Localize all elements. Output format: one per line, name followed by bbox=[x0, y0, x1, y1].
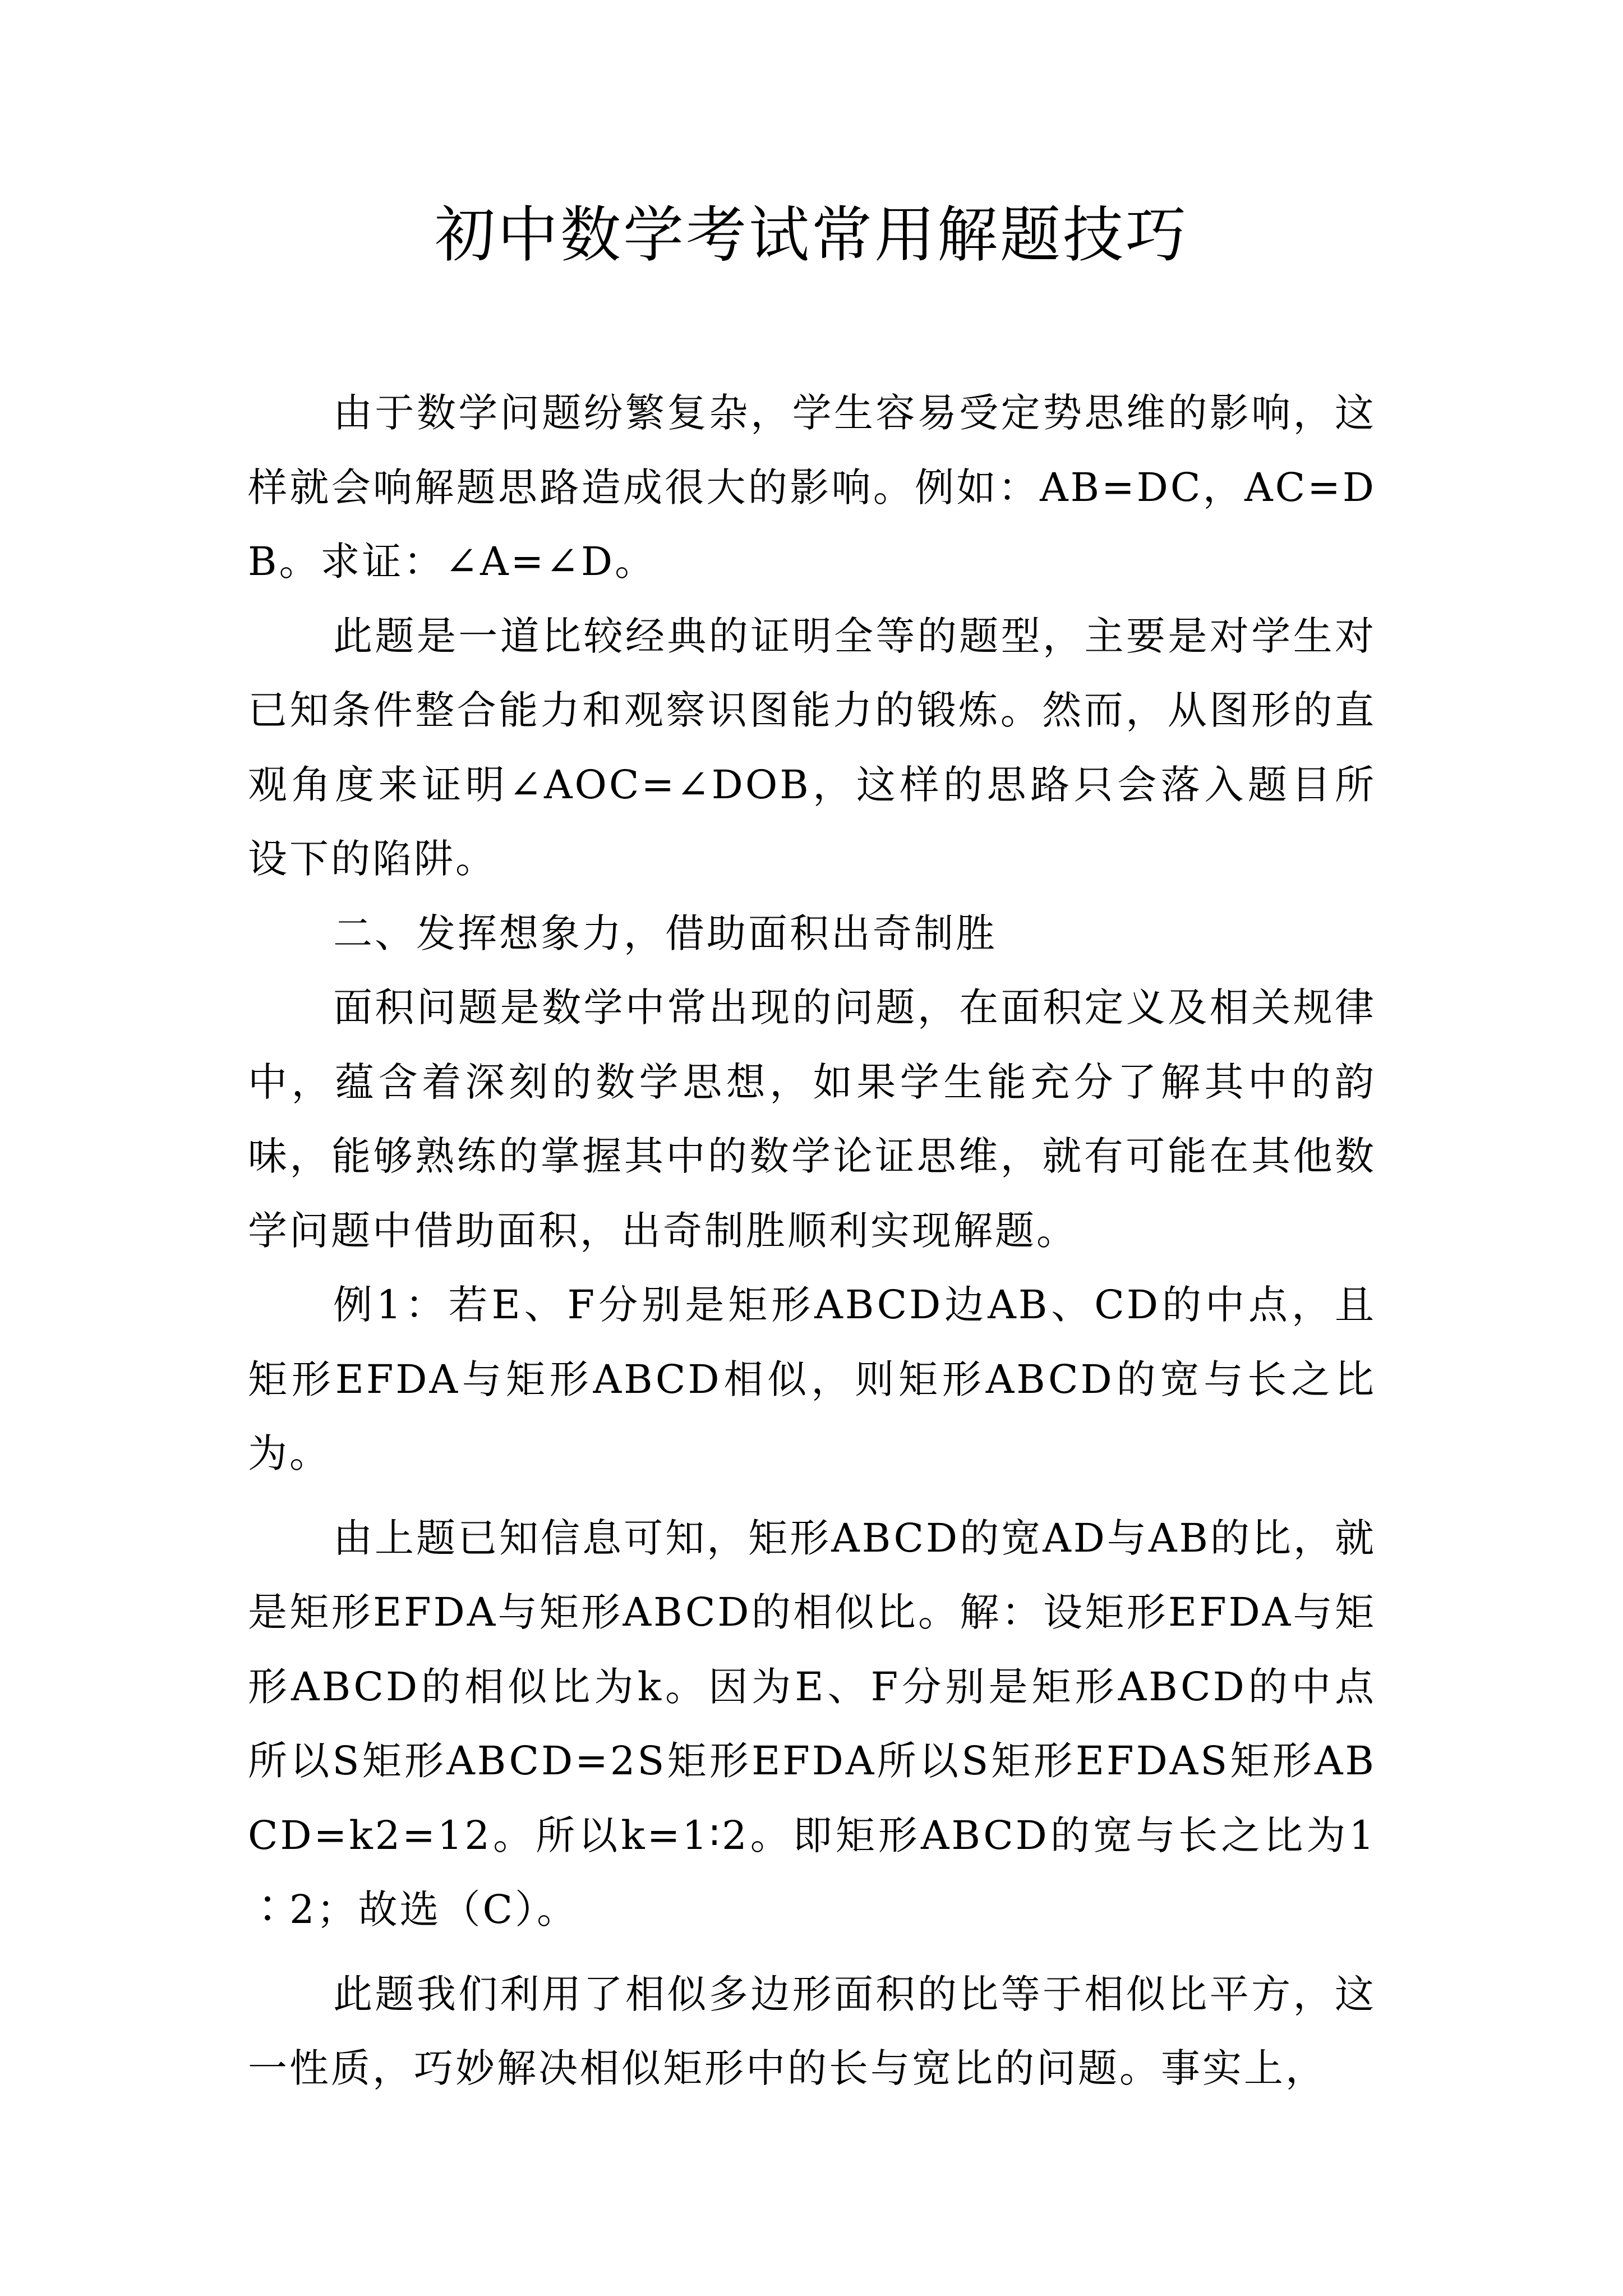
document-title: 初中数学考试常用解题技巧 bbox=[434, 200, 1188, 270]
section-heading-2: 二、发挥想象力，借助面积出奇制胜 bbox=[333, 910, 997, 956]
paragraph-intro: 由于数学问题纷繁复杂，学生容易受定势思维的影响，这样就会响解题思路造成很大的影响。例如：AB=DC，AC=DB。求证：∠A=∠D。 bbox=[248, 390, 1376, 585]
paragraph-example-1: 例1：若E、F分别是矩形ABCD边AB、CD的中点，且矩形EFDA与矩形ABCD相似，则矩形ABCD的宽与长之比为。 bbox=[248, 1282, 1376, 1476]
paragraph-area-method: 面积问题是数学中常出现的问题，在面积定义及相关规律中，蕴含着深刻的数学思想，如果学生能充分了解其中的韵味，能够熟练的掌握其中的数学论证思维，就有可能在其他数学问题中借助面积，出奇制胜顺利实现解题。 bbox=[248, 984, 1376, 1254]
paragraph-solution: 由上题已知信息可知，矩形ABCD的宽AD与AB的比，就是矩形EFDA与矩形ABCD的相似比。解：设矩形EFDA与矩形ABCD的相似比为k。因为E、F分别是矩形ABCD的中点所以S矩形ABCD=2S矩形EFDA所以S矩形EFDAS矩形ABCD=k2=12。所以k=1∶2。即矩形ABCD的宽与长之比为1∶2；故选（C）。 bbox=[248, 1515, 1376, 1932]
document-body bbox=[248, 376, 1376, 2106]
paragraph-analysis: 此题是一道比较经典的证明全等的题型，主要是对学生对已知条件整合能力和观察识图能力的锻炼。然而，从图形的直观角度来证明∠AOC=∠DOB，这样的思路只会落入题目所设下的陷阱。 bbox=[248, 613, 1376, 882]
paragraph-conclusion: 此题我们利用了相似多边形面积的比等于相似比平方，这一性质，巧妙解决相似矩形中的长与宽比的问题。事实上， bbox=[248, 1971, 1376, 2091]
